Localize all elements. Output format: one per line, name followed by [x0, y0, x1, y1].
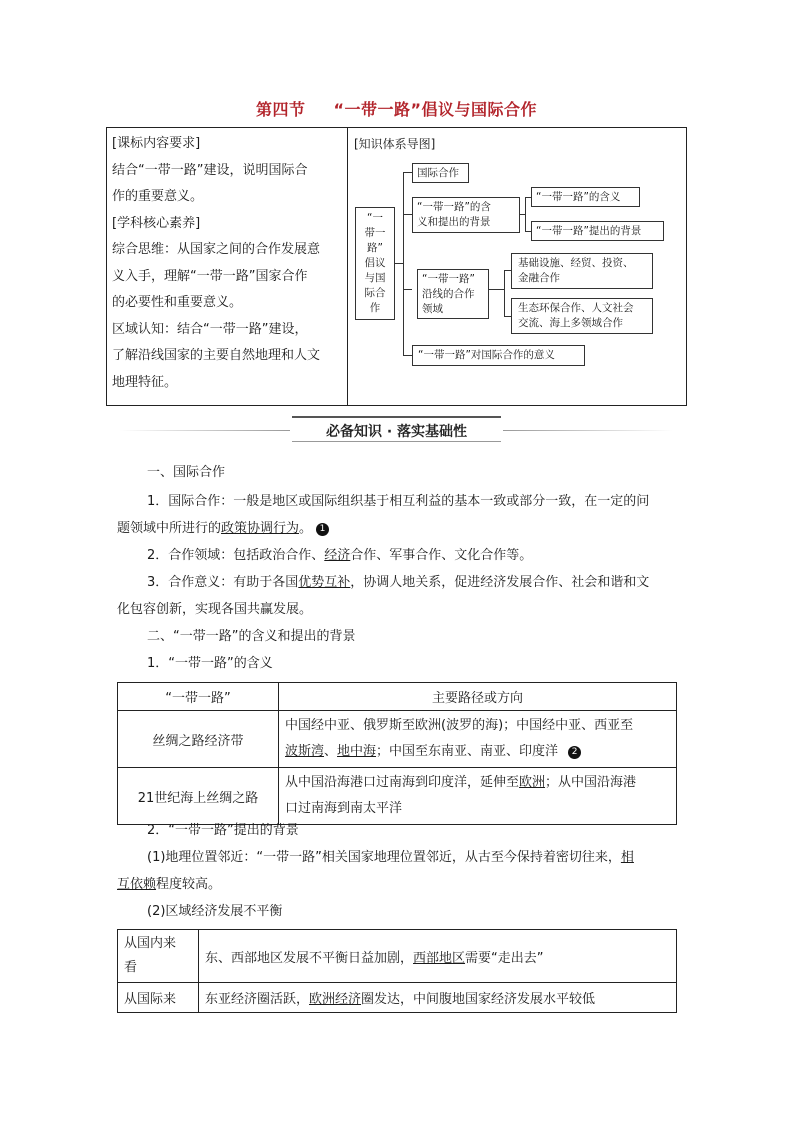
section2-heading: 二、“一带一路”的含义和提出的背景 [147, 629, 356, 644]
node-infrastructure [511, 253, 653, 289]
title-section: 第四节 [255, 100, 306, 119]
root-text: 作 [369, 302, 381, 314]
requirements-line: 结合“一带一路”建设，说明国际合 [112, 162, 308, 178]
table-header-cell: “一带一路” [118, 683, 279, 711]
table-row [118, 711, 677, 768]
node-meaning-background [412, 197, 520, 233]
node-meaning [531, 187, 640, 207]
section1-p1-line1: 1．国际合作：一般是地区或国际组织基于相互利益的基本一致或部分一致，在一定的问 [147, 494, 650, 509]
text: ，协调人地关系，促进经济发展合作、社会和谐和文 [350, 575, 650, 590]
key-term: 政策协调行为 [221, 521, 300, 536]
node-international-cooperation [412, 163, 469, 183]
node-ecology [511, 298, 653, 334]
connector [403, 289, 412, 290]
key-term: 欧洲 [519, 775, 546, 790]
node-text: 沿线的合作 [422, 288, 475, 300]
text: 、 [324, 744, 338, 759]
node-text: “一带一路”对国际合作的意义 [418, 349, 555, 361]
key-term: 波斯湾 [285, 744, 325, 759]
section1-p1-line2 [117, 519, 329, 539]
text [285, 770, 670, 796]
key-term: 欧洲经济 [309, 992, 362, 1007]
text: 口过南海到南太平洋 [285, 801, 403, 816]
routes-table [117, 682, 677, 825]
root-text: 带一 [364, 227, 386, 239]
table-header-cell: 主要路径或方向 [279, 683, 677, 711]
node-text: “一带一路”的含 [417, 201, 491, 213]
text: 合作、军事合作、文化合作等。 [350, 548, 533, 563]
table-row [118, 930, 677, 983]
text: 2．合作领域：包括政治合作、 [147, 548, 325, 563]
text: 圈发达，中间腹地国家经济发展水平较低 [361, 992, 596, 1007]
text: 。 [299, 521, 313, 536]
section1-p3-line2: 化包容创新，实现各国共赢发展。 [117, 602, 313, 617]
note-marker-icon[interactable]: 2 [568, 746, 581, 759]
section2-sub2: 2．“一带一路”提出的背景 [147, 823, 299, 838]
table-cell [199, 983, 677, 1013]
section1-heading: 一、国际合作 [147, 465, 226, 480]
section2-b2: (2)区域经济发展不平衡 [147, 904, 283, 919]
connector [504, 270, 505, 316]
node-text: 交流、海上多领域合作 [518, 317, 623, 329]
root-text: “一 [367, 212, 383, 224]
text: 东亚经济圈活跃， [205, 992, 310, 1007]
table-cell [118, 930, 199, 983]
connector [489, 289, 505, 290]
text: ；中国至东南亚、南亚、印度洋 [376, 744, 559, 759]
imbalance-table [117, 929, 677, 1013]
table-cell [279, 768, 677, 825]
key-term: 经济 [324, 548, 351, 563]
requirements-panel [112, 131, 344, 396]
table-row [118, 983, 677, 1013]
node-text: 义和提出的背景 [417, 216, 491, 228]
key-term: 优势互补 [298, 575, 351, 590]
table-header-row [118, 683, 677, 711]
key-term: 地中海 [337, 744, 377, 759]
table-cell: 从国际来 [118, 983, 199, 1013]
literacy-line: 区域认知：结合“一带一路”建设， [112, 321, 308, 337]
table-cell: 21世纪海上丝绸之路 [118, 768, 279, 825]
literacy-heading: [学科核心素养] [112, 215, 201, 231]
node-background [531, 221, 664, 241]
literacy-line: 地理特征。 [112, 374, 178, 390]
section1-p2 [147, 546, 532, 566]
text: 程度较高。 [156, 877, 222, 892]
table-cell [279, 711, 677, 768]
section2-b1-line1 [147, 848, 634, 868]
connector [403, 214, 412, 215]
literacy-line: 综合思维：从国家之间的合作发展意 [112, 242, 321, 257]
diagram-root-node [355, 207, 395, 320]
section2-sub1: 1．“一带一路”的含义 [147, 656, 273, 671]
diagram-heading: [知识体系导图] [354, 137, 436, 151]
connector [525, 197, 526, 231]
table-cell [199, 930, 677, 983]
connector [403, 355, 412, 356]
node-text: 生态环保合作、人文社会 [518, 302, 634, 314]
table-cell: 丝绸之路经济带 [118, 711, 279, 768]
node-text: 领域 [422, 303, 443, 315]
root-text: 际合 [364, 287, 386, 299]
text: ；从中国沿海港 [545, 775, 637, 790]
text: 从中国沿海港口过南海到印度洋，延伸至 [285, 775, 520, 790]
literacy-line: 义入手，理解“一带一路”国家合作 [112, 268, 308, 284]
section-banner: 必备知识 · 落实基础性 [325, 424, 468, 440]
node-cooperation-fields [417, 269, 489, 319]
requirements-line: 作的重要意义。 [112, 189, 204, 204]
section1-p3-line1 [147, 573, 649, 593]
text: 3．合作意义：有助于各国 [147, 575, 299, 590]
node-text: 金融合作 [518, 272, 560, 284]
node-significance [412, 345, 585, 366]
text: 需要“走出去” [465, 950, 544, 966]
literacy-line: 了解沿线国家的主要自然地理和人文 [112, 348, 321, 363]
key-term: 西部地区 [413, 950, 466, 966]
literacy-line: 的必要性和重要意义。 [112, 295, 243, 310]
node-text: “一带一路”提出的背景 [536, 225, 642, 237]
page-title [0, 97, 793, 120]
connector [504, 316, 511, 317]
requirements-heading: [课标内容要求] [112, 136, 201, 151]
node-text: 国际合作 [417, 167, 459, 179]
title-topic: “一带一路”倡议与国际合作 [333, 100, 538, 119]
note-marker-icon[interactable]: 1 [316, 523, 329, 536]
node-text: “一带一路” [422, 273, 475, 285]
connector [403, 172, 404, 355]
root-text: 倡议 [364, 257, 386, 269]
key-term: 互依赖 [117, 877, 157, 892]
connector [504, 270, 511, 271]
section2-b1-line2 [117, 875, 221, 895]
node-text: 基础设施、经贸、投资、 [518, 257, 634, 269]
node-text: “一带一路”的含义 [536, 191, 621, 203]
text [285, 739, 670, 765]
text: 东、西部地区发展不平衡日益加剧， [205, 950, 414, 966]
root-text: 路” [367, 242, 383, 254]
overview-divider [347, 128, 348, 405]
text: 中国经中亚、俄罗斯至欧洲(波罗的海)；中国经中亚、西亚至 [285, 718, 634, 733]
connector [403, 172, 412, 173]
root-text: 与国 [364, 272, 386, 284]
text: 题领域中所进行的 [117, 521, 222, 536]
key-term: 相 [620, 850, 634, 865]
text: 看 [124, 960, 138, 975]
text: (1)地理位置邻近：“一带一路”相关国家地理位置邻近，从古至今保持着密切往来， [147, 850, 621, 865]
text: 从国内来 [124, 936, 177, 951]
table-row [118, 768, 677, 825]
